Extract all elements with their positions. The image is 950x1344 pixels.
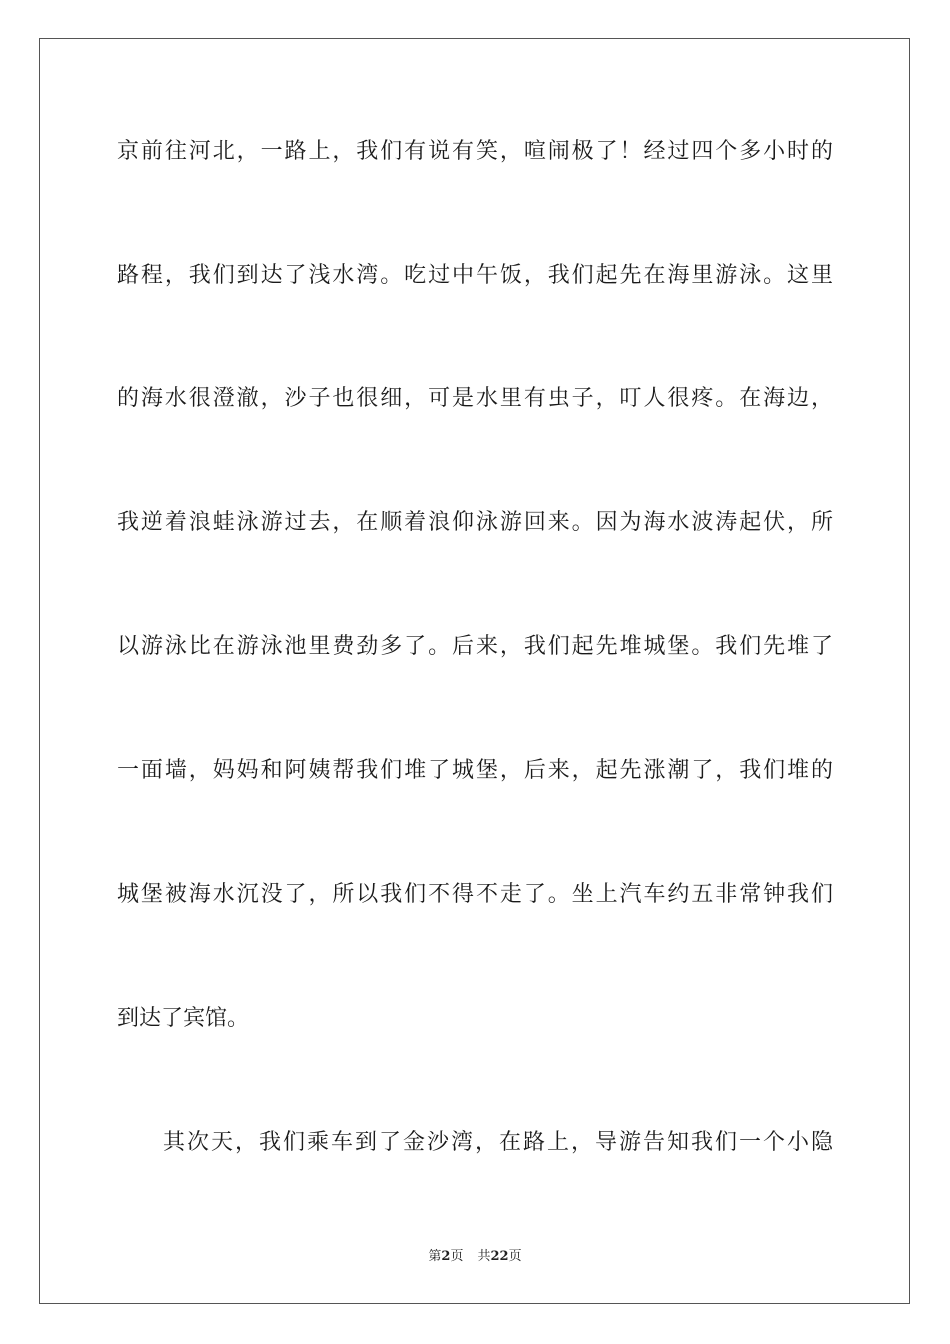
total-suffix: 页 [508, 1249, 522, 1264]
page-current: 2 [441, 1249, 451, 1264]
body-text-line: 其次天，我们乘车到了金沙湾，在路上，导游告知我们一个小隐 [163, 1130, 833, 1155]
total-prefix: 共 [477, 1249, 491, 1264]
page-border [39, 38, 910, 1304]
body-text-line: 城堡被海水沉没了，所以我们不得不走了。坐上汽车约五非常钟我们 [117, 882, 833, 907]
body-text-line: 以游泳比在游泳池里费劲多了。后来，我们起先堆城堡。我们先堆了 [117, 634, 833, 659]
page-prefix: 第 [428, 1249, 442, 1264]
body-text-line: 的海水很澄澈，沙子也很细，可是水里有虫子，叮人很疼。在海边， [117, 386, 833, 411]
body-text-line: 京前往河北，一路上，我们有说有笑，喧闹极了！经过四个多小时的 [117, 139, 833, 164]
body-text-line: 我逆着浪蛙泳游过去，在顺着浪仰泳游回来。因为海水波涛起伏，所 [117, 510, 833, 535]
body-text-line: 路程，我们到达了浅水湾。吃过中午饭，我们起先在海里游泳。这里 [117, 263, 833, 288]
page-total: 22 [490, 1249, 509, 1264]
body-text-line: 一面墙，妈妈和阿姨帮我们堆了城堡，后来，起先涨潮了，我们堆的 [117, 758, 833, 783]
page-suffix: 页 [450, 1249, 464, 1264]
body-text-line: 到达了宾馆。 [117, 1006, 250, 1031]
page-footer [0, 1248, 950, 1266]
